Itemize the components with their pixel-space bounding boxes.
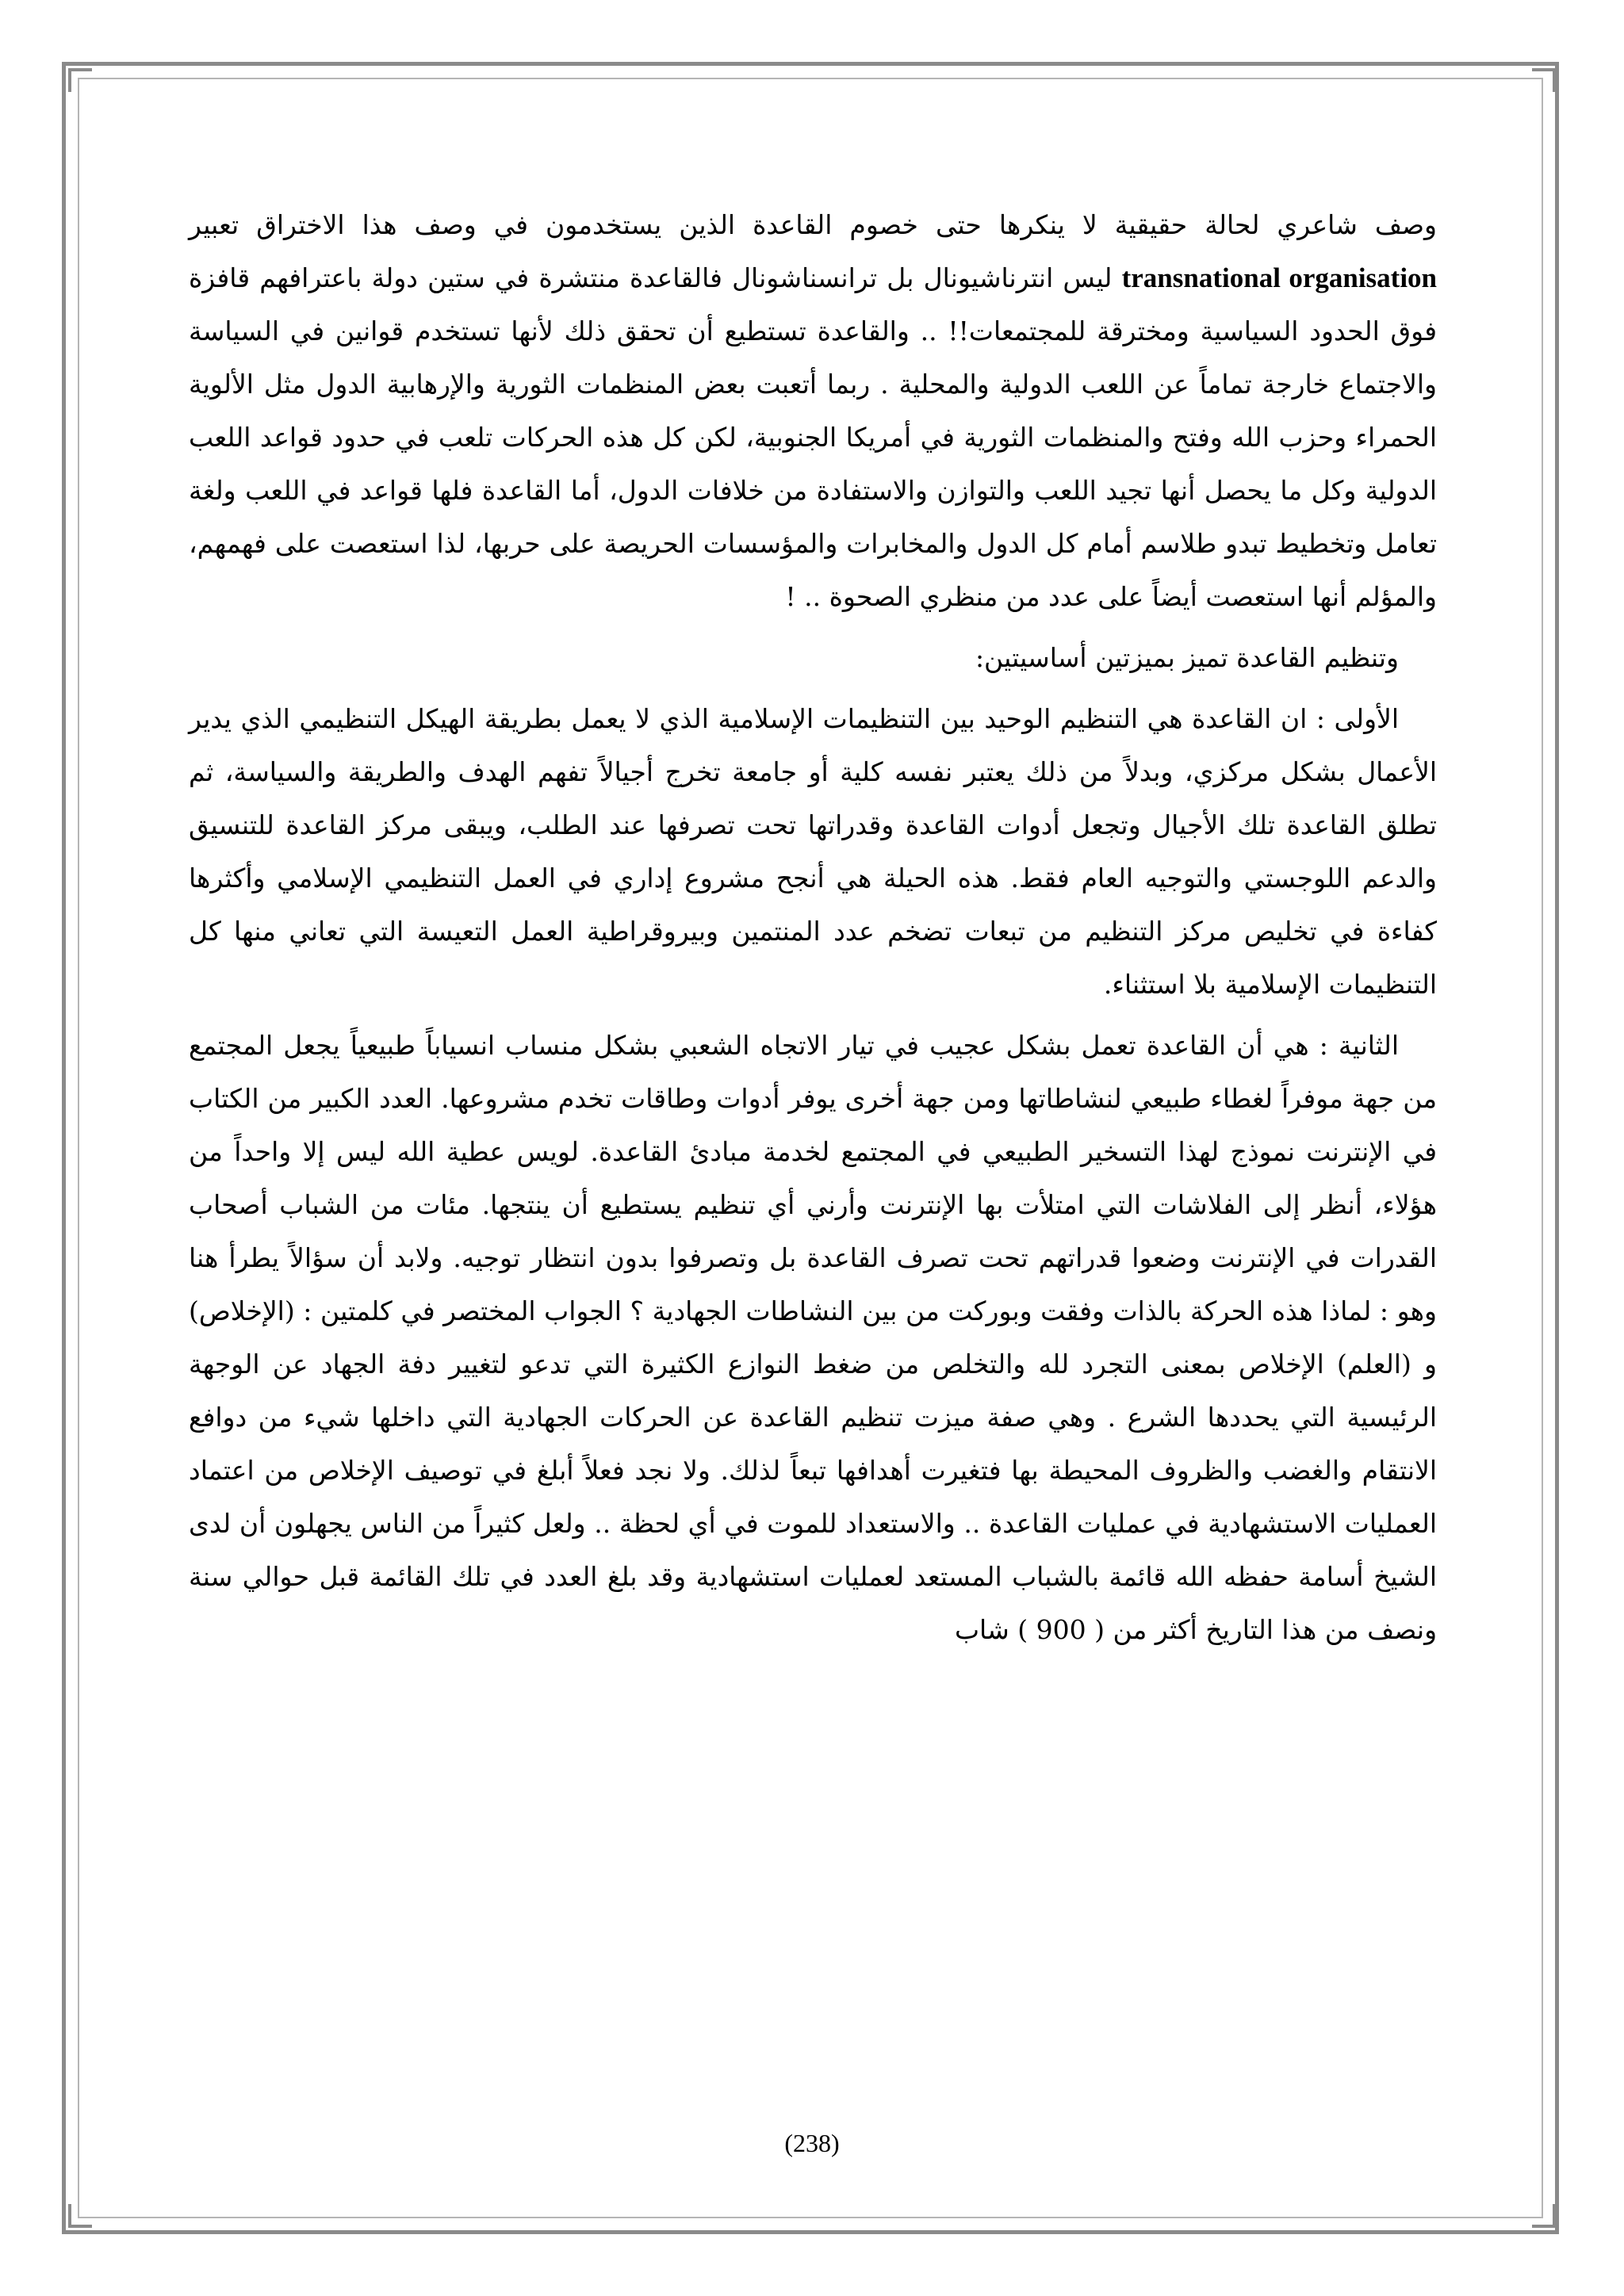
paragraph-1: [189, 198, 1437, 623]
paragraph-3: الأولى : ان القاعدة هي التنظيم الوحيد بين التنظيمات الإسلامية الذي لا يعمل بطريقة الهيكل التنظيمي الذي يدير الأعمال بشكل مركزي، وبدلاً من ذلك يعتبر نفسه كلية أو جامعة تخرج أجيالاً تفهم الهدف والطريقة والسياسة، ثم تطلق القاعدة تلك الأجيال وتجعل أدوات القاعدة وقدراتها تحت تصرفها عند الطلب، ويبقى مركز القاعدة للتنسيق والدعم اللوجستي والتوجيه العام فقط. هذه الحيلة هي أنجح مشروع إداري في العمل التنظيمي الإسلامي وأكثرها كفاءة في تخليص مركز التنظيم من تبعات تضخم عدد المنتمين وبيروقراطية العمل التعيسة التي تعاني منها كل التنظيمات الإسلامية بلا استثناء.: [189, 703, 1437, 1000]
paragraph-1-text-after: ليس انترناشيونال بل ترانسناشونال فالقاعدة منتشرة في ستين دولة باعترافهم قافزة فوق الحدود السياسية ومخترقة للمجتمعات!! .. والقاعدة تستطيع أن تحقق ذلك لأنها تستخدم قوانين في السياسة والاجتماع خارجة تماماً عن اللعب الدولية والمحلية . ربما أتعبت بعض المنظمات الثورية والإرهابية الدول مثل الألوية الحمراء وحزب الله وفتح والمنظمات الثورية في أمريكا الجنوبية، لكن كل هذه الحركات تلعب في حدود قواعد اللعب الدولية وكل ما يحصل أنها تجيد اللعب والتوازن والاستفادة من خلافات الدول، أما القاعدة فلها قواعد في اللعب ولغة تعامل وتخطيط تبدو طلاسم أمام كل الدول والمخابرات والمؤسسات الحريصة على حربها، لذا استعصت على فهمهم، والمؤلم أنها استعصت أيضاً على عدد من منظري الصحوة .. !: [189, 262, 1437, 612]
paragraph-4: الثانية : هي أن القاعدة تعمل بشكل عجيب في تيار الاتجاه الشعبي بشكل منساب انسياباً طبيعياً يجعل المجتمع من جهة موفراً لغطاء طبيعي لنشاطاتها ومن جهة أخرى يوفر أدوات وطاقات تخدم مشروعها. العدد الكبير من الكتاب في الإنترنت نموذج لهذا التسخير الطبيعي في المجتمع لخدمة مبادئ القاعدة. لويس عطية الله ليس إلا واحداً من هؤلاء، أنظر إلى الفلاشات التي امتلأت بها الإنترنت وأرني أي تنظيم يستطيع أن ينتجها. مئات من الشباب أصحاب القدرات في الإنترنت وضعوا قدراتهم تحت تصرف القاعدة بل وتصرفوا بدون انتظار توجيه. ولابد أن سؤالاً يطرأ هنا وهو : لماذا هذه الحركة بالذات وفقت وبوركت من بين النشاطات الجهادية ؟ الجواب المختصر في كلمتين : (الإخلاص) و (العلم) الإخلاص بمعنى التجرد لله والتخلص من ضغط النوازع الكثيرة التي تدعو لتغيير دفة الجهاد عن الوجهة الرئيسية التي يحددها الشرع . وهي صفة ميزت تنظيم القاعدة عن الحركات الجهادية التي داخلها شيء من دوافع الانتقام والغضب والظروف المحيطة بها فتغيرت أهدافها تبعاً لذلك. ولا نجد فعلاً أبلغ في توصيف الإخلاص من اعتماد العمليات الاستشهادية في عمليات القاعدة .. والاستعداد للموت في أي لحظة .. ولعل كثيراً من الناس يجهلون أن لدى الشيخ أسامة حفظه الله قائمة بالشباب المستعد لعمليات استشهادية وقد بلغ العدد في تلك القائمة قبل حوالي سنة ونصف من هذا التاريخ أكثر من ( 900 ) شاب: [189, 1030, 1437, 1645]
page-body: [189, 198, 1437, 1664]
paragraph-1-text-before: وصف شاعري لحالة حقيقية لا ينكرها حتى خصوم القاعدة الذين يستخدمون في وصف هذا الاختراق تعبير: [189, 209, 1437, 240]
paragraph-1-latin-term: transnational organisation: [1121, 262, 1438, 293]
paragraph-2: وتنظيم القاعدة تميز بميزتين أساسيتين:: [975, 642, 1399, 673]
border-corner-top-left: [68, 68, 92, 92]
border-corner-bottom-right: [1532, 2204, 1556, 2228]
border-corner-top-right: [1532, 68, 1556, 92]
page-number: (238): [784, 2129, 840, 2157]
border-corner-bottom-left: [68, 2204, 92, 2228]
